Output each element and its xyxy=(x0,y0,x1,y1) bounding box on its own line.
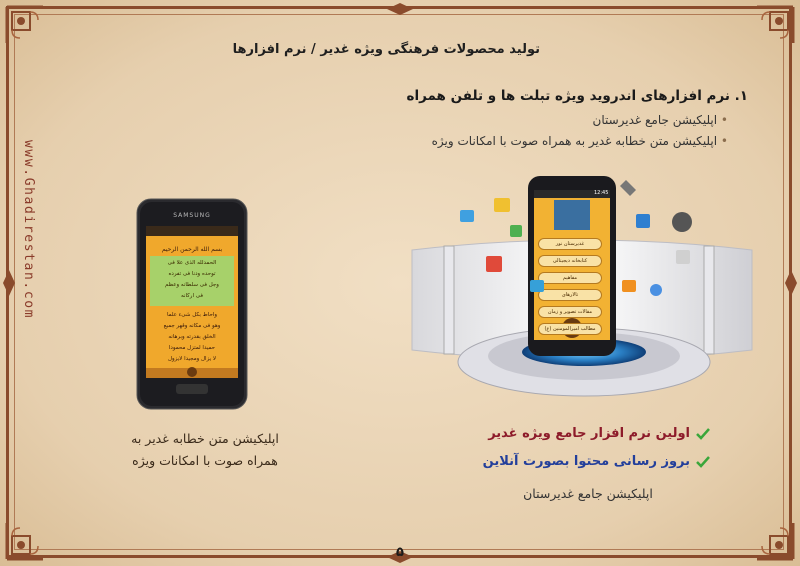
feature-item xyxy=(483,454,710,469)
menu-item[interactable]: کتابخانه دیجیتالی xyxy=(538,255,602,267)
corner-ornament-icon xyxy=(4,4,46,46)
checkmark-icon xyxy=(696,427,710,441)
section-title: ۱. نرم افزارهای اندروید ویژه تبلت ها و تلفن همراه xyxy=(406,88,748,104)
list-item: • اپلیکیشن متن خطابه غدیر به همراه صوت با امکانات ویژه xyxy=(432,131,728,152)
checkmark-icon xyxy=(696,455,710,469)
menu-item[interactable]: مقالات تصویر و زمان xyxy=(538,306,602,318)
document-icon xyxy=(676,250,690,264)
menu-item[interactable]: غدیرستان نور xyxy=(538,238,602,250)
feature-text: اولین نرم افزار جامع ویژه غدیر xyxy=(488,426,690,441)
website-url: www.Ghadirestan.com xyxy=(21,140,36,320)
phone-status-time: 12:45 xyxy=(594,190,609,196)
right-ornament-icon xyxy=(784,268,798,298)
folder-icon xyxy=(460,210,474,222)
video-icon xyxy=(636,214,650,228)
chat-icon xyxy=(650,284,662,296)
photo-icon xyxy=(622,280,636,292)
music-icon xyxy=(494,198,510,212)
left-ornament-icon xyxy=(2,268,16,298)
menu-item[interactable]: مطالب امیرالمومنین (ع) xyxy=(538,323,602,335)
phone-body-text: واحاط بکل شیء علما وهو فی مکانه وقهر جمیع الخلق بقدرته وبرهانه حمیدا لمتزل محمودا لا یزال ومجیدا لایزول xyxy=(163,312,221,362)
phone-verse-box: الحمدلله الذی علا فی توحده ودنا فی تفرده وجل فی سلطانه وعظم فی ارکانه xyxy=(165,260,219,299)
samsung-phone-image xyxy=(136,198,248,410)
phone-bismillah: بسم الله الرحمن الرحیم xyxy=(161,246,223,253)
corner-ornament-icon xyxy=(754,4,796,46)
film-reel-icon xyxy=(672,212,692,232)
top-ornament-icon xyxy=(385,2,415,16)
globe-icon xyxy=(510,225,522,237)
bullet-list xyxy=(432,110,728,152)
right-caption: اپلیکیشن جامع غدیرستان xyxy=(523,486,653,501)
feature-item xyxy=(488,426,710,441)
corner-ornament-icon xyxy=(4,520,46,562)
mail-icon xyxy=(530,280,544,292)
page-number: ۵ xyxy=(396,545,404,560)
menu-item[interactable]: تالارهای xyxy=(538,289,602,301)
list-item: • اپلیکیشن جامع غدیرستان xyxy=(432,110,728,131)
floating-app-icons xyxy=(450,170,710,310)
phone-brand: SAMSUNG xyxy=(173,212,211,219)
corner-ornament-icon xyxy=(754,520,796,562)
feature-text: بروز رسانی محتوا بصورت آنلاین xyxy=(482,454,690,469)
page-title: تولید محصولات فرهنگی ویژه غدیر / نرم افزارها xyxy=(232,42,540,57)
menu-item[interactable]: مفاهیم xyxy=(538,272,602,284)
calendar-icon xyxy=(486,256,502,272)
satellite-icon xyxy=(620,180,636,196)
left-caption: اپلیکیشن متن خطابه غدیر به همراه صوت با امکانات ویژه xyxy=(131,431,279,468)
